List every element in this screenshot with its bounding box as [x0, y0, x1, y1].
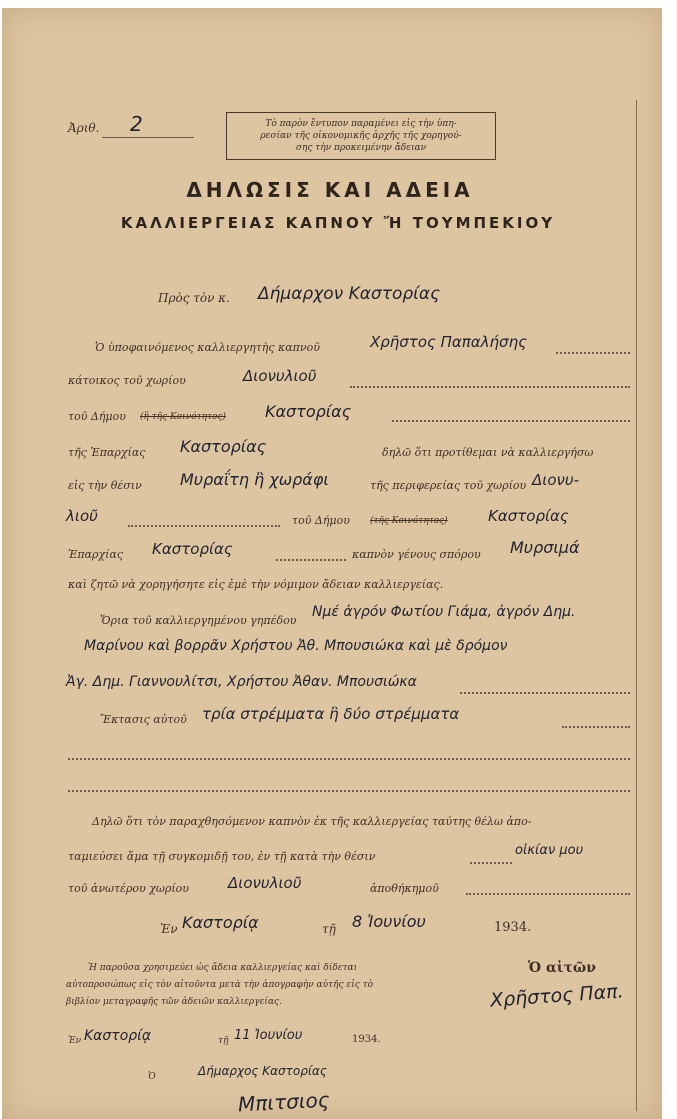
document-subtitle: ΚΑΛΛΙΕΡΓΕΙΑΣ ΚΑΠΝΟΥ Ἤ ΤΟΥΜΠΕΚΙΟΥ: [120, 214, 556, 232]
right-margin-rule: [636, 100, 637, 1111]
dotted-line: [68, 790, 630, 792]
dating-day-prefix: τῇ: [322, 922, 336, 936]
storage-value: οἰκίαν μου: [515, 843, 584, 858]
district-value-a: Διονυ-: [532, 471, 579, 489]
province-value: Καστορίας: [180, 437, 267, 456]
dotted-line: [466, 893, 630, 895]
municipality2-struck: (τῆς Κοινότητος): [370, 516, 448, 526]
dotted-line: [350, 386, 630, 388]
area-label: Ἔκτασις αὐτοῦ: [100, 713, 187, 726]
municipality-label: τοῦ Δήμου: [68, 410, 126, 423]
mayor-signature: Μπιτσιος: [237, 1087, 331, 1117]
bounds-line: Ἀγ. Δημ. Γιαννουλίτσι, Χρήστου Ἀθαν. Μπουσιώκα: [66, 674, 417, 690]
dotted-line: [460, 692, 630, 694]
footer-note-line: Ἡ παροῦσα χρησιμεύει ὡς ἄδεια καλλιεργείας καὶ δίδεται: [88, 963, 358, 973]
location-label: εἰς τὴν θέσιν: [68, 479, 142, 492]
issue-year: 1934.: [352, 1034, 381, 1045]
dotted-line: [556, 352, 630, 354]
bounds-line: Νμέ ἀγρόν Φωτίου Γιάμα, ἀγρόν Δημ.: [312, 604, 576, 620]
footer-note-line: αὐτοπροσώπως εἰς τὸν αἰτοῦντα μετὰ τὴν ἀπογραφὴν αὐτῆς εἰς τὸ: [66, 980, 374, 990]
issue-prefix: Ἐν: [68, 1036, 82, 1046]
location-value: Μυραΐτη ἢ χωράφι: [180, 470, 329, 489]
farmer-value: Χρῆστος Παπαλήσης: [370, 333, 527, 351]
request-text: καὶ ζητῶ νὰ χορηγήσητε εἰς ἐμὲ τὴν νόμιμον ἄδειαν καλλιεργείας.: [68, 578, 444, 591]
number-label: Ἀριθ.: [68, 121, 100, 135]
applicant-signature: Χρῆστος Παπ.: [489, 980, 625, 1012]
issue-day: 11 Ἰουνίου: [234, 1028, 303, 1043]
seed-label: καπνὸν γένους σπόρου: [352, 548, 481, 561]
storage-end: ἀποθήκημοῦ: [370, 882, 439, 895]
province-label: τῆς Ἐπαρχίας: [68, 446, 146, 459]
dotted-line: [68, 758, 630, 760]
village-label: κάτοικος τοῦ χωρίου: [68, 374, 186, 387]
province2-label: Ἐπαρχίας: [68, 548, 124, 561]
province2-value: Καστορίας: [152, 540, 233, 558]
addressee-value: Δήμαρχον Καστορίας: [258, 284, 441, 304]
dating-day: 8 Ἰουνίου: [352, 912, 426, 931]
storage-text: τοῦ ἀνωτέρου χωρίου: [68, 882, 189, 895]
notice-line: ρεσίαν τῆς οἰκονομικῆς ἀρχῆς τῆς χορηγού-: [260, 131, 462, 141]
district-label: τῆς περιφερείας τοῦ χωρίου: [370, 479, 527, 492]
applicant-label: Ὁ αἰτῶν: [528, 960, 596, 976]
number-underline: [102, 137, 194, 138]
municipality2-value: Καστορίας: [488, 507, 569, 525]
storage-text: Δηλῶ ὅτι τὸν παραχθησόμενον καπνὸν ἐκ τῆς καλλιεργείας ταύτης θέλω ἀπο-: [92, 815, 532, 828]
notice-box: [226, 112, 496, 160]
storage-text: ταμιεύσει ἅμα τῇ συγκομιδῇ του, ἐν τῇ κατὰ τὴν θέσιν: [68, 850, 376, 863]
dating-prefix: Ἐν: [160, 922, 178, 936]
village-value: Διονυλιοῦ: [243, 367, 317, 385]
municipality2-label: τοῦ Δήμου: [292, 514, 350, 527]
document-title: ΔΗΛΩΣΙΣ ΚΑΙ ΑΔΕΙΑ: [186, 178, 474, 202]
storage-village: Διονυλιοῦ: [228, 874, 302, 892]
dotted-line: [276, 559, 346, 561]
dotted-line: [128, 525, 280, 527]
notice-line: Τὸ παρὸν ἔντυπον παραμένει εἰς τὴν ὑπη-: [265, 119, 457, 129]
issue-day-prefix: τῇ: [218, 1036, 229, 1046]
dotted-line: [562, 726, 630, 728]
number-value: 2: [130, 112, 143, 136]
seed-value: Μυρσιμά: [510, 538, 580, 557]
farmer-label: Ὁ ὑποφαινόμενος καλλιεργητὴς καπνοῦ: [95, 341, 320, 354]
intent-text: δηλῶ ὅτι προτίθεμαι νὰ καλλιεργήσω: [382, 446, 594, 459]
mayor-prefix: Ὁ: [148, 1072, 156, 1082]
footer-note-line: βιβλίον μεταγραφῆς τῶν ἀδειῶν καλλιεργείας.: [66, 997, 282, 1007]
issue-place: Καστορίᾳ: [84, 1028, 152, 1044]
document-sheet: [2, 8, 662, 1119]
area-value: τρία στρέμματα ἢ δύο στρέμματα: [202, 705, 460, 723]
notice-line: σης τὴν προκειμένην ἄδειαν: [295, 143, 427, 153]
municipality-value: Καστορίας: [265, 402, 352, 421]
dating-place: Καστορίᾳ: [182, 913, 259, 932]
addressee-label: Πρὸς τὸν κ.: [158, 291, 230, 305]
bounds-label: Ὅρια τοῦ καλλιεργημένου γηπέδου: [100, 614, 297, 627]
district-value-b: λιοῦ: [66, 507, 98, 525]
municipality-struck: (ἢ τῆς Κοινότητος): [140, 412, 226, 422]
dating-year: 1934.: [494, 920, 532, 935]
bounds-line: Μαρίνου καὶ βορρᾶν Χρήστου Ἀθ. Μπουσιώκα καὶ μὲ δρόμον: [84, 638, 508, 654]
dotted-line: [392, 420, 630, 422]
dotted-line: [470, 862, 512, 864]
mayor-value: Δήμαρχος Καστορίας: [198, 1064, 327, 1078]
